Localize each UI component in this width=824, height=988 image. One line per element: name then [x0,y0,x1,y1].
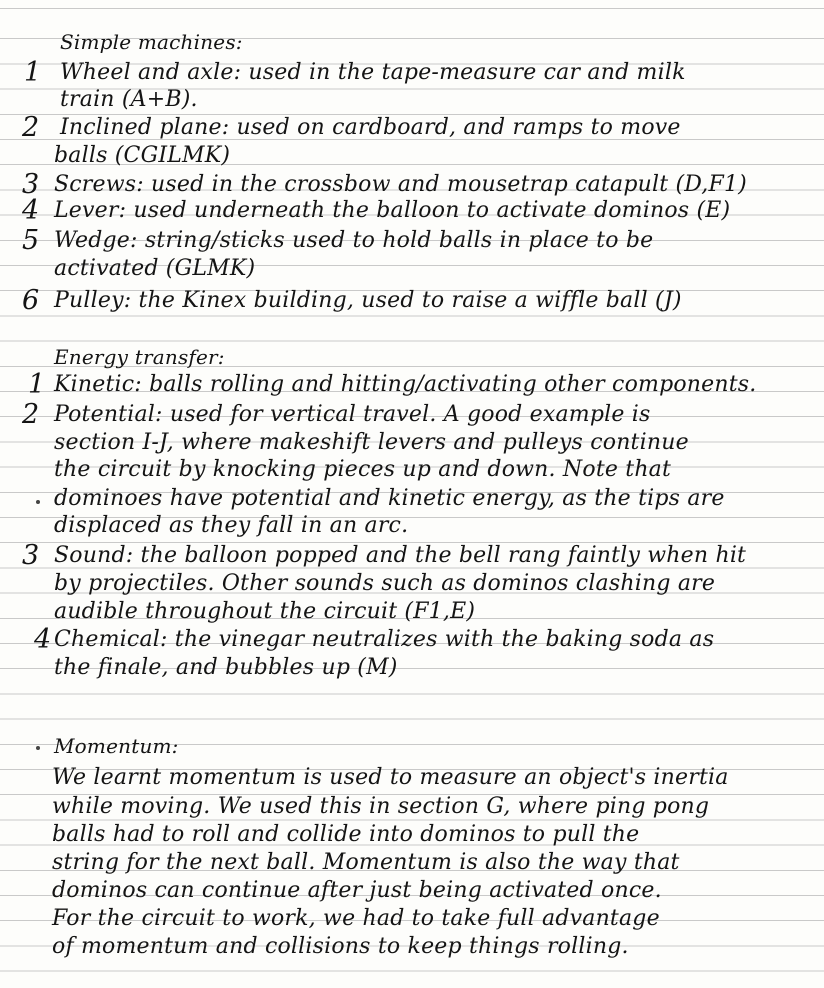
paragraph-line: while moving. We used this in section G, where ping pong [52,794,710,819]
item-number: 1 [24,57,42,88]
paragraph-line: string for the next ball. Momentum is also the way that [52,850,680,875]
paragraph-line: of momentum and collisions to keep things rolling. [52,934,629,959]
paragraph-line: dominos can continue after just being activated once. [52,878,662,903]
item-text-line: the finale, and bubbles up (M) [54,655,398,680]
paragraph-line: balls had to roll and collide into dominos to pull the [52,822,640,847]
item-number: 1 [28,369,46,400]
item-text-line: Kinetic: balls rolling and hitting/activating other components. [54,372,757,397]
item-text-line: Inclined plane: used on cardboard, and ramps to move [60,115,681,140]
margin-dot [36,500,40,504]
item-text-line: activated (GLMK) [54,256,256,281]
item-number: 4 [22,195,40,226]
section-heading-energy-transfer: Energy transfer: [54,345,225,369]
paragraph-line: We learnt momentum is used to measure an object's inertia [52,765,729,790]
item-text-line: Screws: used in the crossbow and mousetrap catapult (D,F1) [54,172,747,197]
item-text-line: Wheel and axle: used in the tape-measure car and milk [60,60,686,85]
item-text-line: section I-J, where makeshift levers and pulleys continue [54,430,689,455]
item-text-line: Sound: the balloon popped and the bell rang faintly when hit [54,543,747,568]
item-text-line: train (A+B). [60,87,198,112]
item-text-line: Wedge: string/sticks used to hold balls in place to be [54,228,654,253]
item-text-line: displaced as they fall in an arc. [54,513,409,538]
item-text-line: audible throughout the circuit (F1,E) [54,599,476,624]
item-text-line: Chemical: the vinegar neutralizes with the baking soda as [54,627,715,652]
item-text-line: the circuit by knocking pieces up and down. Note that [54,457,672,482]
section-heading-momentum: Momentum: [54,734,179,758]
item-text-line: by projectiles. Other sounds such as dominos clashing are [54,571,716,596]
item-number: 4 [34,624,52,655]
item-number: 2 [22,112,40,143]
item-number: 2 [22,399,40,430]
item-text-line: dominoes have potential and kinetic energy, as the tips are [54,486,725,511]
item-number: 6 [22,285,40,316]
item-number: 5 [22,225,40,256]
item-text-line: Potential: used for vertical travel. A good example is [54,402,651,427]
item-text-line: Lever: used underneath the balloon to activate dominos (E) [54,198,731,223]
item-text-line: Pulley: the Kinex building, used to raise a wiffle ball (J) [54,288,682,313]
item-number: 3 [22,169,40,200]
item-text-line: balls (CGILMK) [54,143,231,168]
margin-dot [36,746,40,750]
paragraph-line: For the circuit to work, we had to take full advantage [52,906,660,931]
section-heading-simple-machines: Simple machines: [60,30,243,54]
item-number: 3 [22,540,40,571]
